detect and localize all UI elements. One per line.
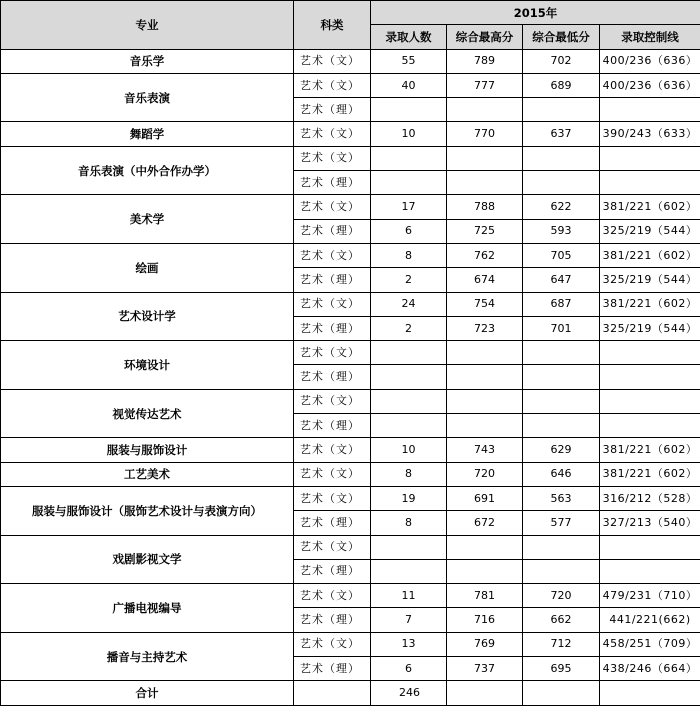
control-line-cell: 479/231（710） [600, 584, 700, 608]
max-score-cell: 777 [447, 73, 523, 97]
category-cell: 艺术（文） [294, 243, 371, 267]
category-cell: 艺术（理） [294, 268, 371, 292]
header-year: 2015年 [371, 1, 700, 25]
category-cell: 艺术（文） [294, 632, 371, 656]
header-admitted: 录取人数 [371, 25, 447, 49]
admitted-cell: 8 [371, 462, 447, 486]
category-cell: 艺术（理） [294, 98, 371, 122]
max-score-cell: 788 [447, 195, 523, 219]
admitted-cell: 6 [371, 219, 447, 243]
min-score-cell [523, 389, 600, 413]
max-score-cell: 743 [447, 438, 523, 462]
min-score-cell: 689 [523, 73, 600, 97]
table-row [1, 195, 700, 219]
header-max-score: 综合最高分 [447, 25, 523, 49]
category-cell: 艺术（理） [294, 657, 371, 681]
major-name: 服装与服饰设计 [1, 438, 294, 462]
category-cell: 艺术（文） [294, 73, 371, 97]
major-name: 广播电视编导 [1, 584, 294, 633]
admitted-cell: 2 [371, 268, 447, 292]
table-row [1, 389, 700, 413]
min-score-cell [523, 341, 600, 365]
table-row [1, 486, 700, 510]
total-row [1, 681, 700, 705]
max-score-cell: 770 [447, 122, 523, 146]
min-score-cell [523, 559, 600, 583]
min-score-cell [523, 146, 600, 170]
table-row [1, 632, 700, 656]
control-line-cell: 438/246（664） [600, 657, 700, 681]
max-score-cell [447, 365, 523, 389]
max-score-cell: 737 [447, 657, 523, 681]
major-name: 音乐表演（中外合作办学） [1, 146, 294, 195]
min-score-cell: 662 [523, 608, 600, 632]
category-cell: 艺术（文） [294, 486, 371, 510]
control-line-cell: 381/221（602） [600, 438, 700, 462]
max-score-cell: 716 [447, 608, 523, 632]
admitted-cell: 7 [371, 608, 447, 632]
category-cell: 艺术（理） [294, 219, 371, 243]
category-cell: 艺术（文） [294, 49, 371, 73]
table-row [1, 146, 700, 170]
min-score-cell: 593 [523, 219, 600, 243]
min-score-cell: 646 [523, 462, 600, 486]
max-score-cell: 789 [447, 49, 523, 73]
control-line-cell [600, 365, 700, 389]
admitted-cell [371, 365, 447, 389]
max-score-cell: 672 [447, 511, 523, 535]
min-score-cell: 702 [523, 49, 600, 73]
total-label: 合计 [1, 681, 294, 705]
control-line-cell: 441/221(662) [600, 608, 700, 632]
control-line-cell [600, 389, 700, 413]
admitted-cell: 2 [371, 316, 447, 340]
table-row [1, 341, 700, 365]
admitted-cell: 6 [371, 657, 447, 681]
category-cell: 艺术（理） [294, 608, 371, 632]
control-line-cell: 381/221（602） [600, 243, 700, 267]
admitted-cell: 11 [371, 584, 447, 608]
max-score-cell: 691 [447, 486, 523, 510]
control-line-cell [600, 146, 700, 170]
admitted-cell: 8 [371, 511, 447, 535]
admitted-cell [371, 559, 447, 583]
header-row-1 [1, 1, 700, 25]
category-cell: 艺术（文） [294, 438, 371, 462]
min-score-cell [523, 414, 600, 438]
min-score-cell: 712 [523, 632, 600, 656]
admitted-cell: 10 [371, 122, 447, 146]
header-min-score: 综合最低分 [523, 25, 600, 49]
control-line-cell: 325/219（544） [600, 316, 700, 340]
total-min-cell [523, 681, 600, 705]
max-score-cell: 754 [447, 292, 523, 316]
admitted-cell [371, 341, 447, 365]
admitted-cell [371, 389, 447, 413]
admitted-cell [371, 171, 447, 195]
header-category: 科类 [294, 1, 371, 50]
max-score-cell [447, 414, 523, 438]
category-cell: 艺术（文） [294, 292, 371, 316]
max-score-cell: 769 [447, 632, 523, 656]
category-cell: 艺术（理） [294, 316, 371, 340]
category-cell: 艺术（文） [294, 122, 371, 146]
min-score-cell: 563 [523, 486, 600, 510]
control-line-cell [600, 341, 700, 365]
major-name: 音乐学 [1, 49, 294, 73]
table-row [1, 243, 700, 267]
category-cell: 艺术（文） [294, 535, 371, 559]
total-control-cell [600, 681, 700, 705]
min-score-cell: 647 [523, 268, 600, 292]
admitted-cell [371, 146, 447, 170]
major-name: 服装与服饰设计（服饰艺术设计与表演方向） [1, 486, 294, 535]
min-score-cell: 695 [523, 657, 600, 681]
admitted-cell [371, 414, 447, 438]
table-row [1, 535, 700, 559]
table-row [1, 292, 700, 316]
min-score-cell: 720 [523, 584, 600, 608]
table-row [1, 462, 700, 486]
max-score-cell [447, 171, 523, 195]
admitted-cell: 24 [371, 292, 447, 316]
control-line-cell: 327/213（540） [600, 511, 700, 535]
table-row [1, 49, 700, 73]
admitted-cell: 55 [371, 49, 447, 73]
major-name: 环境设计 [1, 341, 294, 390]
category-cell: 艺术（理） [294, 365, 371, 389]
category-cell: 艺术（文） [294, 389, 371, 413]
table-row [1, 73, 700, 97]
min-score-cell [523, 535, 600, 559]
major-name: 工艺美术 [1, 462, 294, 486]
control-line-cell: 381/221（602） [600, 292, 700, 316]
control-line-cell: 325/219（544） [600, 268, 700, 292]
category-cell: 艺术（文） [294, 584, 371, 608]
major-name: 艺术设计学 [1, 292, 294, 341]
control-line-cell: 316/212（528） [600, 486, 700, 510]
major-name: 视觉传达艺术 [1, 389, 294, 438]
min-score-cell [523, 365, 600, 389]
min-score-cell: 637 [523, 122, 600, 146]
control-line-cell [600, 171, 700, 195]
major-name: 戏剧影视文学 [1, 535, 294, 584]
admitted-cell: 8 [371, 243, 447, 267]
max-score-cell [447, 559, 523, 583]
table-row [1, 438, 700, 462]
max-score-cell [447, 98, 523, 122]
min-score-cell: 705 [523, 243, 600, 267]
category-cell: 艺术（文） [294, 195, 371, 219]
admitted-cell: 10 [371, 438, 447, 462]
max-score-cell [447, 341, 523, 365]
admitted-cell: 13 [371, 632, 447, 656]
max-score-cell: 781 [447, 584, 523, 608]
total-category-cell [294, 681, 371, 705]
max-score-cell: 723 [447, 316, 523, 340]
category-cell: 艺术（文） [294, 462, 371, 486]
control-line-cell [600, 98, 700, 122]
min-score-cell: 577 [523, 511, 600, 535]
category-cell: 艺术（文） [294, 341, 371, 365]
max-score-cell: 720 [447, 462, 523, 486]
min-score-cell: 687 [523, 292, 600, 316]
control-line-cell: 390/243（633） [600, 122, 700, 146]
max-score-cell [447, 535, 523, 559]
control-line-cell: 325/219（544） [600, 219, 700, 243]
control-line-cell: 400/236（636） [600, 73, 700, 97]
min-score-cell: 622 [523, 195, 600, 219]
category-cell: 艺术（理） [294, 414, 371, 438]
category-cell: 艺术（理） [294, 171, 371, 195]
table-row [1, 122, 700, 146]
category-cell: 艺术（文） [294, 146, 371, 170]
max-score-cell: 725 [447, 219, 523, 243]
admitted-cell [371, 98, 447, 122]
control-line-cell: 381/221（602） [600, 195, 700, 219]
max-score-cell: 674 [447, 268, 523, 292]
admitted-cell: 19 [371, 486, 447, 510]
major-name: 绘画 [1, 243, 294, 292]
min-score-cell: 701 [523, 316, 600, 340]
table-row [1, 584, 700, 608]
min-score-cell [523, 98, 600, 122]
major-name: 播音与主持艺术 [1, 632, 294, 681]
total-max-cell [447, 681, 523, 705]
category-cell: 艺术（理） [294, 511, 371, 535]
control-line-cell: 400/236（636） [600, 49, 700, 73]
control-line-cell [600, 535, 700, 559]
max-score-cell [447, 146, 523, 170]
category-cell: 艺术（理） [294, 559, 371, 583]
control-line-cell: 458/251（709） [600, 632, 700, 656]
header-major: 专业 [1, 1, 294, 50]
header-control-line: 录取控制线 [600, 25, 700, 49]
control-line-cell [600, 559, 700, 583]
max-score-cell [447, 389, 523, 413]
control-line-cell [600, 414, 700, 438]
control-line-cell: 381/221（602） [600, 462, 700, 486]
major-name: 舞蹈学 [1, 122, 294, 146]
min-score-cell [523, 171, 600, 195]
major-name: 美术学 [1, 195, 294, 244]
admitted-cell: 17 [371, 195, 447, 219]
admitted-cell [371, 535, 447, 559]
max-score-cell: 762 [447, 243, 523, 267]
admitted-cell: 40 [371, 73, 447, 97]
min-score-cell: 629 [523, 438, 600, 462]
total-admitted: 246 [371, 681, 447, 705]
major-name: 音乐表演 [1, 73, 294, 122]
